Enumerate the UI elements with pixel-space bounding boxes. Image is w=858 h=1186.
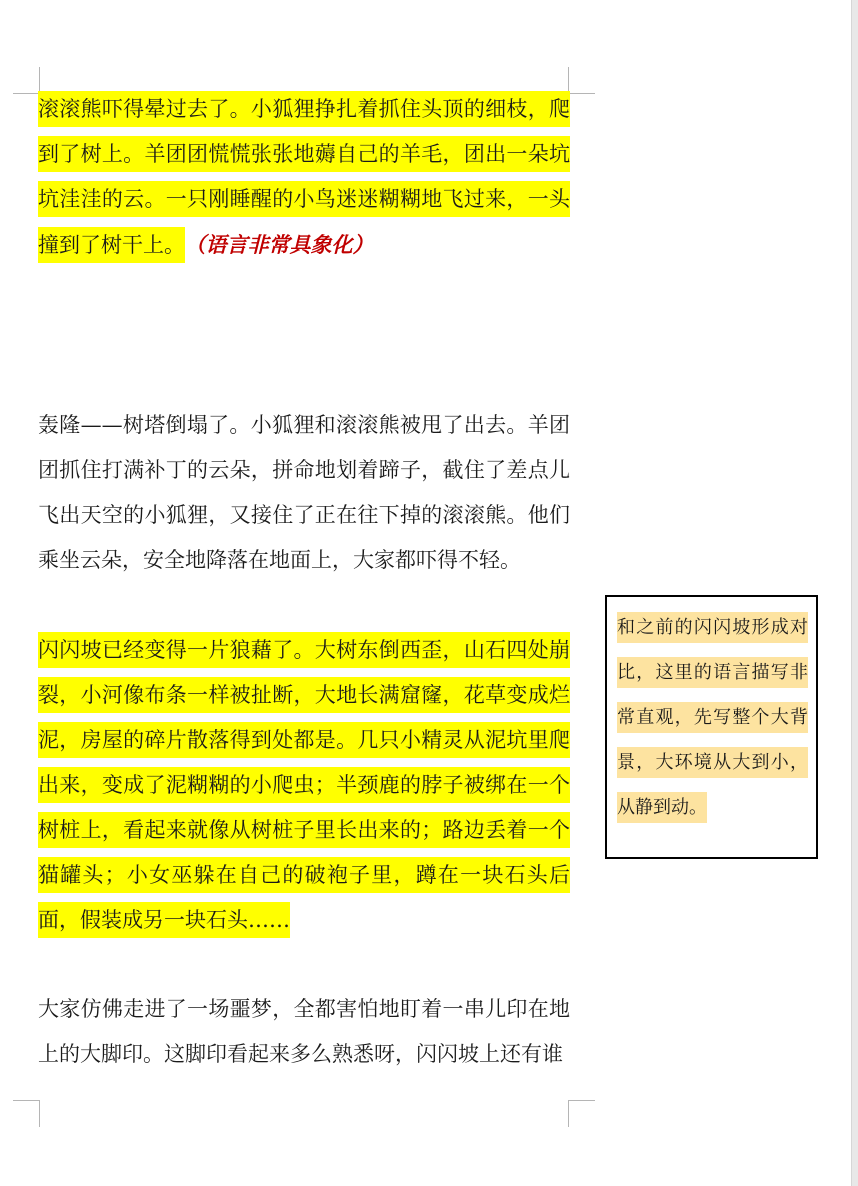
paragraph-highlighted-3 — [38, 628, 570, 943]
margin-corner-top-left — [13, 67, 40, 94]
paragraph-text: 轰隆——树塔倒塌了。小狐狸和滚滚熊被甩了出去。羊团团抓住打满补丁的云朵，拼命地划着蹄子，截住了差点儿飞出天空的小狐狸，又接住了正在往下掉的滚滚熊。他们乘坐云朵，安全地降落在地面上，大家都吓得不轻。 — [38, 413, 570, 572]
margin-corner-bottom-left — [13, 1100, 40, 1127]
highlighted-text: 滚滚熊吓得晕过去了。小狐狸挣扎着抓住头顶的细枝，爬到了树上。羊团团慌慌张张地薅自己的羊毛，团出一朵坑坑洼洼的云。一只刚睡醒的小鸟迷迷糊糊地飞过来，一头撞到了树干上。 — [38, 91, 570, 263]
paragraph-text: 大家仿佛走进了一场噩梦，全都害怕地盯着一串儿印在地上的大脚印。这脚印看起来多么熟悉呀，闪闪坡上还有谁 — [38, 997, 570, 1066]
side-note-text: 和之前的闪闪坡形成对比，这里的语言描写非常直观，先写整个大背景，大环境从大到小，从静到动。 — [617, 612, 808, 823]
highlighted-text: 闪闪坡已经变得一片狼藉了。大树东倒西歪，山石四处崩裂，小河像布条一样被扯断，大地长满窟窿，花草变成烂泥，房屋的碎片散落得到处都是。几只小精灵从泥坑里爬出来，变成了泥糊糊的小爬虫；半颈鹿的脖子被绑在一个树桩上，看起来就像从树桩子里长出来的；路边丢着一个猫罐头；小女巫躲在自己的破袍子里，蹲在一块石头后面，假装成另一块石头…… — [38, 632, 570, 938]
paragraph-highlighted-1 — [38, 87, 570, 268]
paragraph-2 — [38, 403, 570, 583]
paragraph-4 — [38, 987, 570, 1077]
margin-corner-top-right — [568, 67, 595, 94]
inline-annotation: （语言非常具象化） — [195, 232, 374, 257]
side-note-textbox[interactable] — [605, 595, 818, 859]
margin-corner-bottom-right — [568, 1100, 595, 1127]
page-edge-shadow — [851, 0, 858, 1186]
